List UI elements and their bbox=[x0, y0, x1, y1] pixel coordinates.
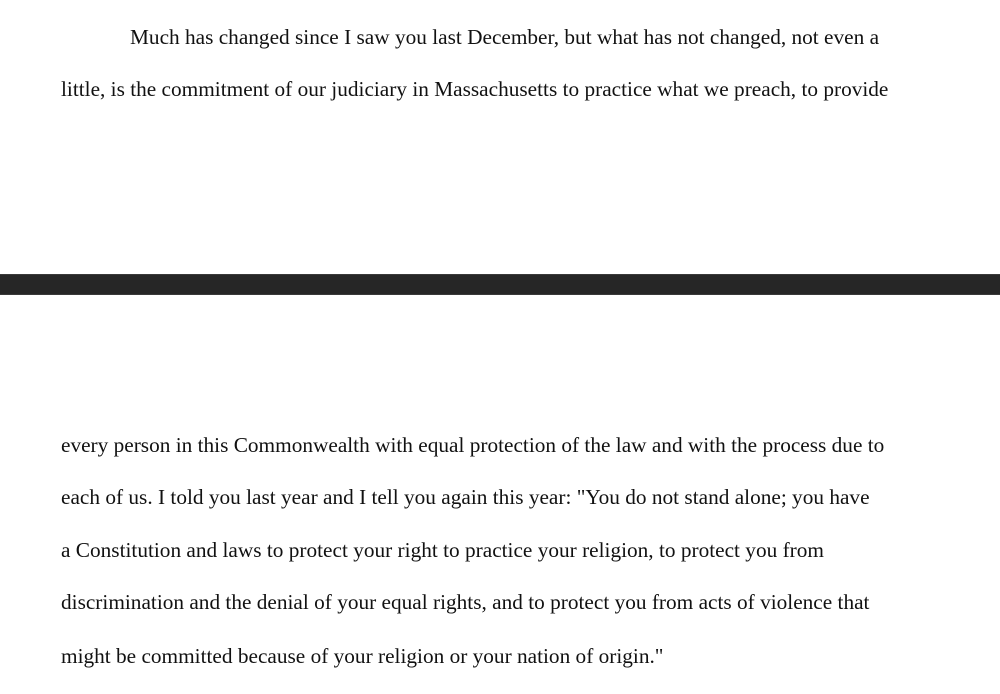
paragraph-line-1: Much has changed since I saw you last December, but what has not changed, not even a bbox=[130, 25, 880, 49]
page-break-edge-top bbox=[0, 274, 1000, 275]
paragraph-line-7: might be committed because of your religion or your nation of origin." bbox=[61, 644, 664, 668]
document-page-1 bbox=[0, 0, 1000, 274]
paragraph-line-2: little, is the commitment of our judiciary in Massachusetts to practice what we preach, to provide bbox=[61, 77, 889, 101]
page-break-separator bbox=[0, 274, 1000, 295]
paragraph-line-5: a Constitution and laws to protect your right to practice your religion, to protect you from bbox=[61, 538, 824, 562]
paragraph-line-3: every person in this Commonwealth with equal protection of the law and with the process due to bbox=[61, 433, 885, 457]
document-page-2 bbox=[0, 295, 1000, 694]
paragraph-line-6: discrimination and the denial of your equal rights, and to protect you from acts of violence that bbox=[61, 590, 870, 614]
paragraph-line-4: each of us. I told you last year and I tell you again this year: "You do not stand alone; you have bbox=[61, 485, 870, 509]
